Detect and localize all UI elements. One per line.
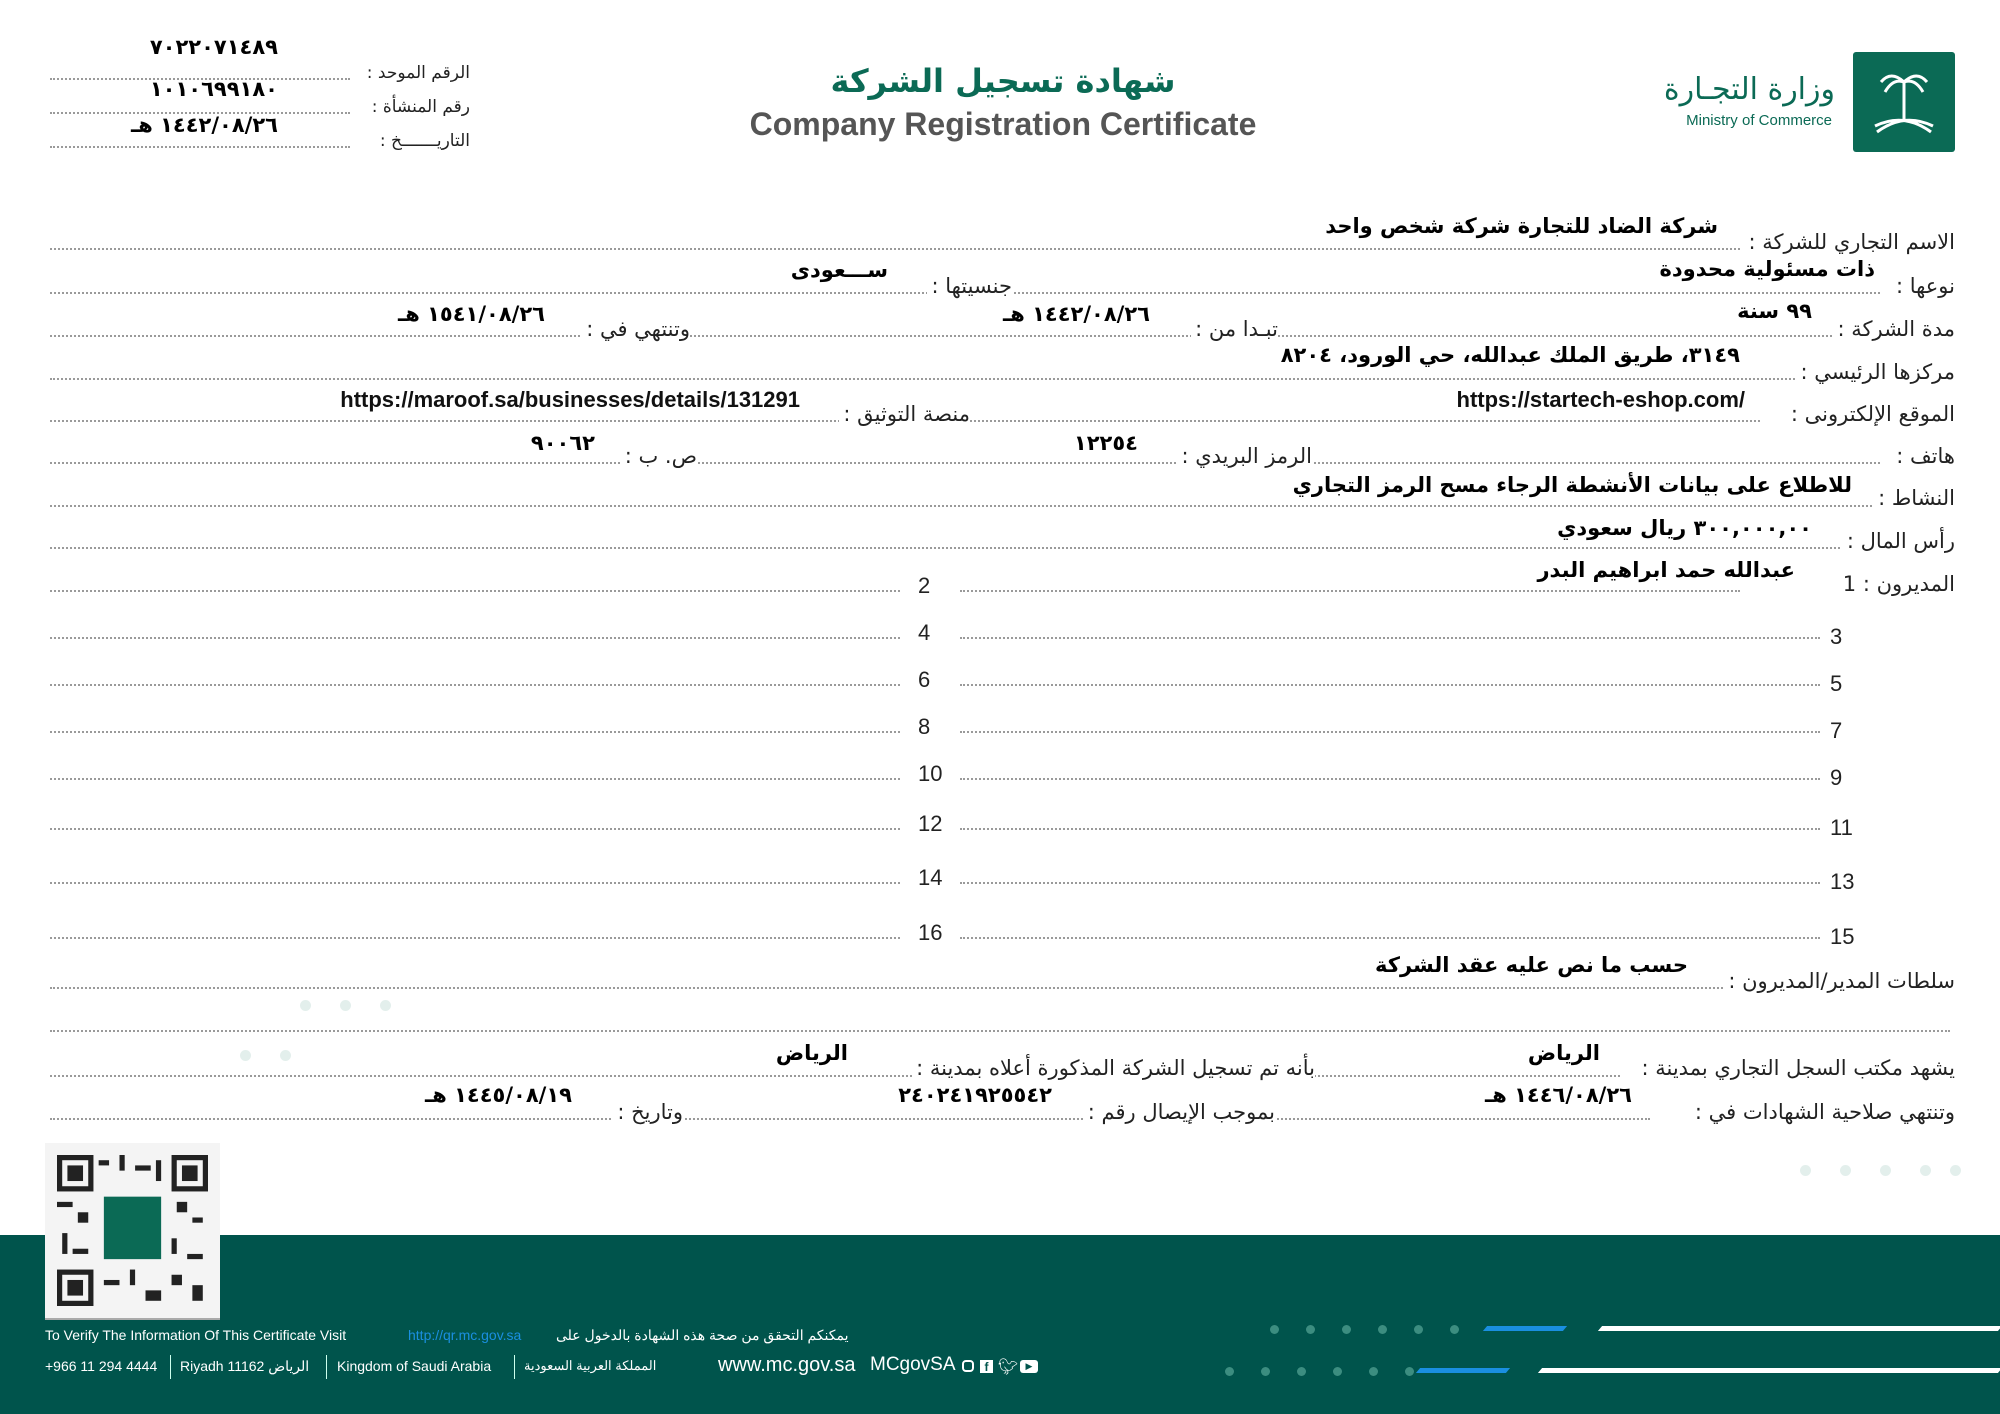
postal-code-label: الرمز البريدي :	[1177, 443, 1312, 469]
decorative-stripe	[1598, 1326, 2000, 1331]
manager-number: 10	[912, 761, 948, 787]
dotted-line	[960, 731, 1820, 733]
nationality-value: ســـعودى	[790, 258, 888, 282]
decorative-dot	[380, 1000, 391, 1011]
decorative-dot	[1405, 1367, 1414, 1376]
dotted-line	[960, 828, 1820, 830]
certificate-title-en: Company Registration Certificate	[749, 106, 1257, 142]
footer-website-link[interactable]: www.mc.gov.sa	[718, 1354, 856, 1376]
dotted-line	[50, 547, 1840, 549]
witness-label: يشهد مكتب السجل التجاري بمدينة :	[1637, 1055, 1955, 1081]
decorative-dot	[1840, 1165, 1851, 1176]
dotted-line	[50, 462, 1880, 464]
decorative-dot	[1342, 1325, 1351, 1334]
end-date-label: وتنتهي في :	[582, 316, 690, 342]
decorative-dot	[1306, 1325, 1315, 1334]
dotted-line	[960, 684, 1820, 686]
dotted-line	[960, 590, 1740, 592]
footer-phone: +966 11 294 4444	[45, 1358, 158, 1374]
verification-platform-value[interactable]: https://maroof.sa/businesses/details/131291	[340, 387, 800, 412]
divider	[514, 1355, 515, 1379]
start-date-value: ١٤٤٢/٠٨/٢٦ هـ	[1003, 302, 1150, 326]
establishment-number-label: رقم المنشأة :	[368, 94, 470, 120]
decorative-dot	[1450, 1325, 1459, 1334]
dotted-line	[50, 378, 1810, 380]
dotted-line	[960, 937, 1820, 939]
po-box-value: ٩٠٠٦٢	[530, 431, 595, 455]
registered-city-label: بأنه تم تسجيل الشركة المذكورة أعلاه بمدينة :	[912, 1055, 1315, 1081]
authority-value: حسب ما نص عليه عقد الشركة	[1375, 953, 1688, 977]
footer-band	[0, 1235, 2000, 1414]
decorative-dot	[240, 1050, 251, 1061]
duration-value: ٩٩ سنة	[1737, 299, 1812, 323]
decorative-dot	[1270, 1325, 1279, 1334]
dotted-line	[50, 731, 900, 733]
issue-date-label: التاريـــــــخ :	[376, 128, 470, 154]
manager-number: 3	[1824, 624, 1848, 650]
decorative-dot	[1950, 1165, 1961, 1176]
nationality-label: جنسيتها :	[927, 273, 1012, 299]
dotted-line	[960, 637, 1820, 639]
dotted-line	[50, 987, 1730, 989]
activity-label: النشاط :	[1874, 485, 1955, 511]
manager-number: 8	[912, 714, 936, 740]
decorative-dot	[1333, 1367, 1342, 1376]
verify-text-ar: يمكنكم التحقق من صحة هذه الشهادة بالدخول على	[556, 1327, 849, 1343]
manager-number: 6	[912, 667, 936, 693]
decorative-dot	[340, 1000, 351, 1011]
twitter-icon[interactable]: 🐦︎	[998, 1359, 1019, 1376]
dotted-line	[50, 637, 900, 639]
dotted-line	[50, 778, 900, 780]
dotted-line	[50, 146, 350, 148]
validity-value: ١٤٤٦/٠٨/٢٦ هـ	[1485, 1083, 1632, 1107]
ministry-name-ar: وزارة التجـارة	[1663, 72, 1835, 107]
phone-label: هاتف :	[1892, 443, 1955, 469]
manager-number: 16	[912, 920, 948, 946]
website-label: الموقع الإلكترونى :	[1787, 401, 1955, 427]
capital-value: ٣٠٠,٠٠٠,٠٠ ريال سعودي	[1557, 516, 1812, 540]
establishment-number-value: ١٠١٠٦٩٩١٨٠	[149, 77, 278, 101]
decorative-dot	[300, 1000, 311, 1011]
decorative-dot	[280, 1050, 291, 1061]
footer-country-en: Kingdom of Saudi Arabia	[337, 1358, 492, 1374]
verify-url-link[interactable]: http://qr.mc.gov.sa	[408, 1327, 522, 1343]
headquarters-label: مركزها الرئيسي :	[1796, 359, 1955, 385]
footer-country-ar: المملكة العربية السعودية	[524, 1358, 657, 1373]
manager-number: 15	[1824, 924, 1860, 950]
receipt-number-label: بموجب الإيصال رقم :	[1084, 1099, 1275, 1125]
qr-pattern-icon	[57, 1155, 208, 1306]
unified-number-label: الرقم الموحد :	[363, 60, 470, 86]
manager-number: 14	[912, 865, 948, 891]
youtube-icon[interactable]: ▶	[1020, 1360, 1038, 1373]
website-value[interactable]: https://startech-eshop.com/	[1456, 387, 1745, 412]
manager-number: 4	[912, 620, 936, 646]
decorative-stripe	[1483, 1326, 1567, 1331]
decorative-dot	[1920, 1165, 1931, 1176]
dotted-line	[50, 248, 1740, 250]
po-box-label: ص. ب :	[621, 443, 697, 469]
decorative-stripe	[1538, 1368, 2000, 1373]
manager-number: 11	[1824, 815, 1859, 841]
verify-text-en: To Verify The Information Of This Certificate Visit	[45, 1327, 347, 1343]
witness-city-value: الرياض	[1527, 1041, 1600, 1065]
managers-label: المديرون : 1	[1839, 571, 1955, 597]
dotted-line	[50, 937, 900, 939]
manager-number: 13	[1824, 869, 1860, 895]
dotted-line	[50, 684, 900, 686]
decorative-dot	[1369, 1367, 1378, 1376]
manager-number: 2	[912, 573, 936, 599]
manager-number: 5	[1824, 671, 1848, 697]
end-date-value: ١٥٤١/٠٨/٢٦ هـ	[398, 302, 545, 326]
divider	[326, 1355, 327, 1379]
ministry-name-en: Ministry of Commerce	[1686, 112, 1832, 129]
verification-platform-label: منصة التوثيق :	[839, 401, 970, 427]
dotted-line	[50, 335, 1880, 337]
receipt-number-value: ٢٤٠٢٤١٩٢٥٥٤٢	[898, 1083, 1052, 1107]
instagram-icon[interactable]	[962, 1360, 974, 1372]
type-value: ذات مسئولية محدودة	[1659, 257, 1875, 281]
dotted-line	[50, 1030, 1950, 1032]
manager-number: 9	[1824, 765, 1848, 791]
manager-number: 7	[1824, 718, 1848, 744]
certificate-title-ar: شهادة تسجيل الشركة	[830, 62, 1176, 100]
decorative-dot	[1800, 1165, 1811, 1176]
dotted-line	[50, 505, 1880, 507]
dotted-line	[50, 590, 900, 592]
receipt-date-label: وتاريخ :	[613, 1099, 683, 1125]
registered-city-value: الرياض	[775, 1041, 848, 1065]
footer-social-handle[interactable]: MCgovSA	[870, 1354, 956, 1375]
facebook-icon[interactable]: f	[980, 1360, 993, 1373]
qr-code[interactable]	[45, 1143, 220, 1320]
dotted-line	[50, 828, 900, 830]
dotted-line	[960, 778, 1820, 780]
headquarters-value: ٣١٤٩، طريق الملك عبدالله، حي الورود، ٨٢٠٤	[1280, 343, 1740, 367]
authority-label: سلطات المدير/المديرون :	[1724, 968, 1955, 994]
decorative-dot	[1378, 1325, 1387, 1334]
dotted-line	[50, 1075, 1620, 1077]
manager-number: 12	[912, 811, 948, 837]
trade-name-label: الاسم التجاري للشركة :	[1744, 229, 1955, 255]
decorative-dot	[1880, 1165, 1891, 1176]
decorative-dot	[1297, 1367, 1306, 1376]
palm-swords-icon	[1853, 52, 1955, 152]
activity-value: للاطلاع على بيانات الأنشطة الرجاء مسح الرمز التجاري	[1292, 473, 1852, 497]
dotted-line	[50, 1118, 1650, 1120]
capital-label: رأس المال :	[1843, 528, 1955, 554]
decorative-stripe	[1416, 1368, 1510, 1373]
validity-label: وتنتهي صلاحية الشهادات في :	[1691, 1099, 1955, 1125]
receipt-date-value: ١٤٤٥/٠٨/١٩ هـ	[425, 1083, 572, 1107]
issue-date-value: ١٤٤٢/٠٨/٢٦ هـ	[131, 113, 278, 137]
decorative-dot	[1225, 1367, 1234, 1376]
divider	[170, 1355, 171, 1379]
dotted-line	[960, 882, 1820, 884]
ministry-emblem-logo	[1853, 52, 1955, 152]
decorative-dot	[1261, 1367, 1270, 1376]
start-date-label: تبـدا من :	[1191, 316, 1278, 342]
dotted-line	[50, 882, 900, 884]
decorative-dot	[1414, 1325, 1423, 1334]
type-label: نوعها :	[1892, 273, 1955, 299]
duration-label: مدة الشركة :	[1833, 316, 1955, 342]
manager-1-value: عبدالله حمد ابراهيم البدر	[1537, 558, 1795, 582]
postal-code-value: ١٢٢٥٤	[1073, 431, 1138, 455]
footer-city: Riyadh 11162 الرياض	[180, 1358, 310, 1374]
trade-name-value: شركة الضاد للتجارة شركة شخص واحد	[1325, 214, 1718, 238]
unified-number-value: ٧٠٢٢٠٧١٤٨٩	[149, 35, 278, 59]
